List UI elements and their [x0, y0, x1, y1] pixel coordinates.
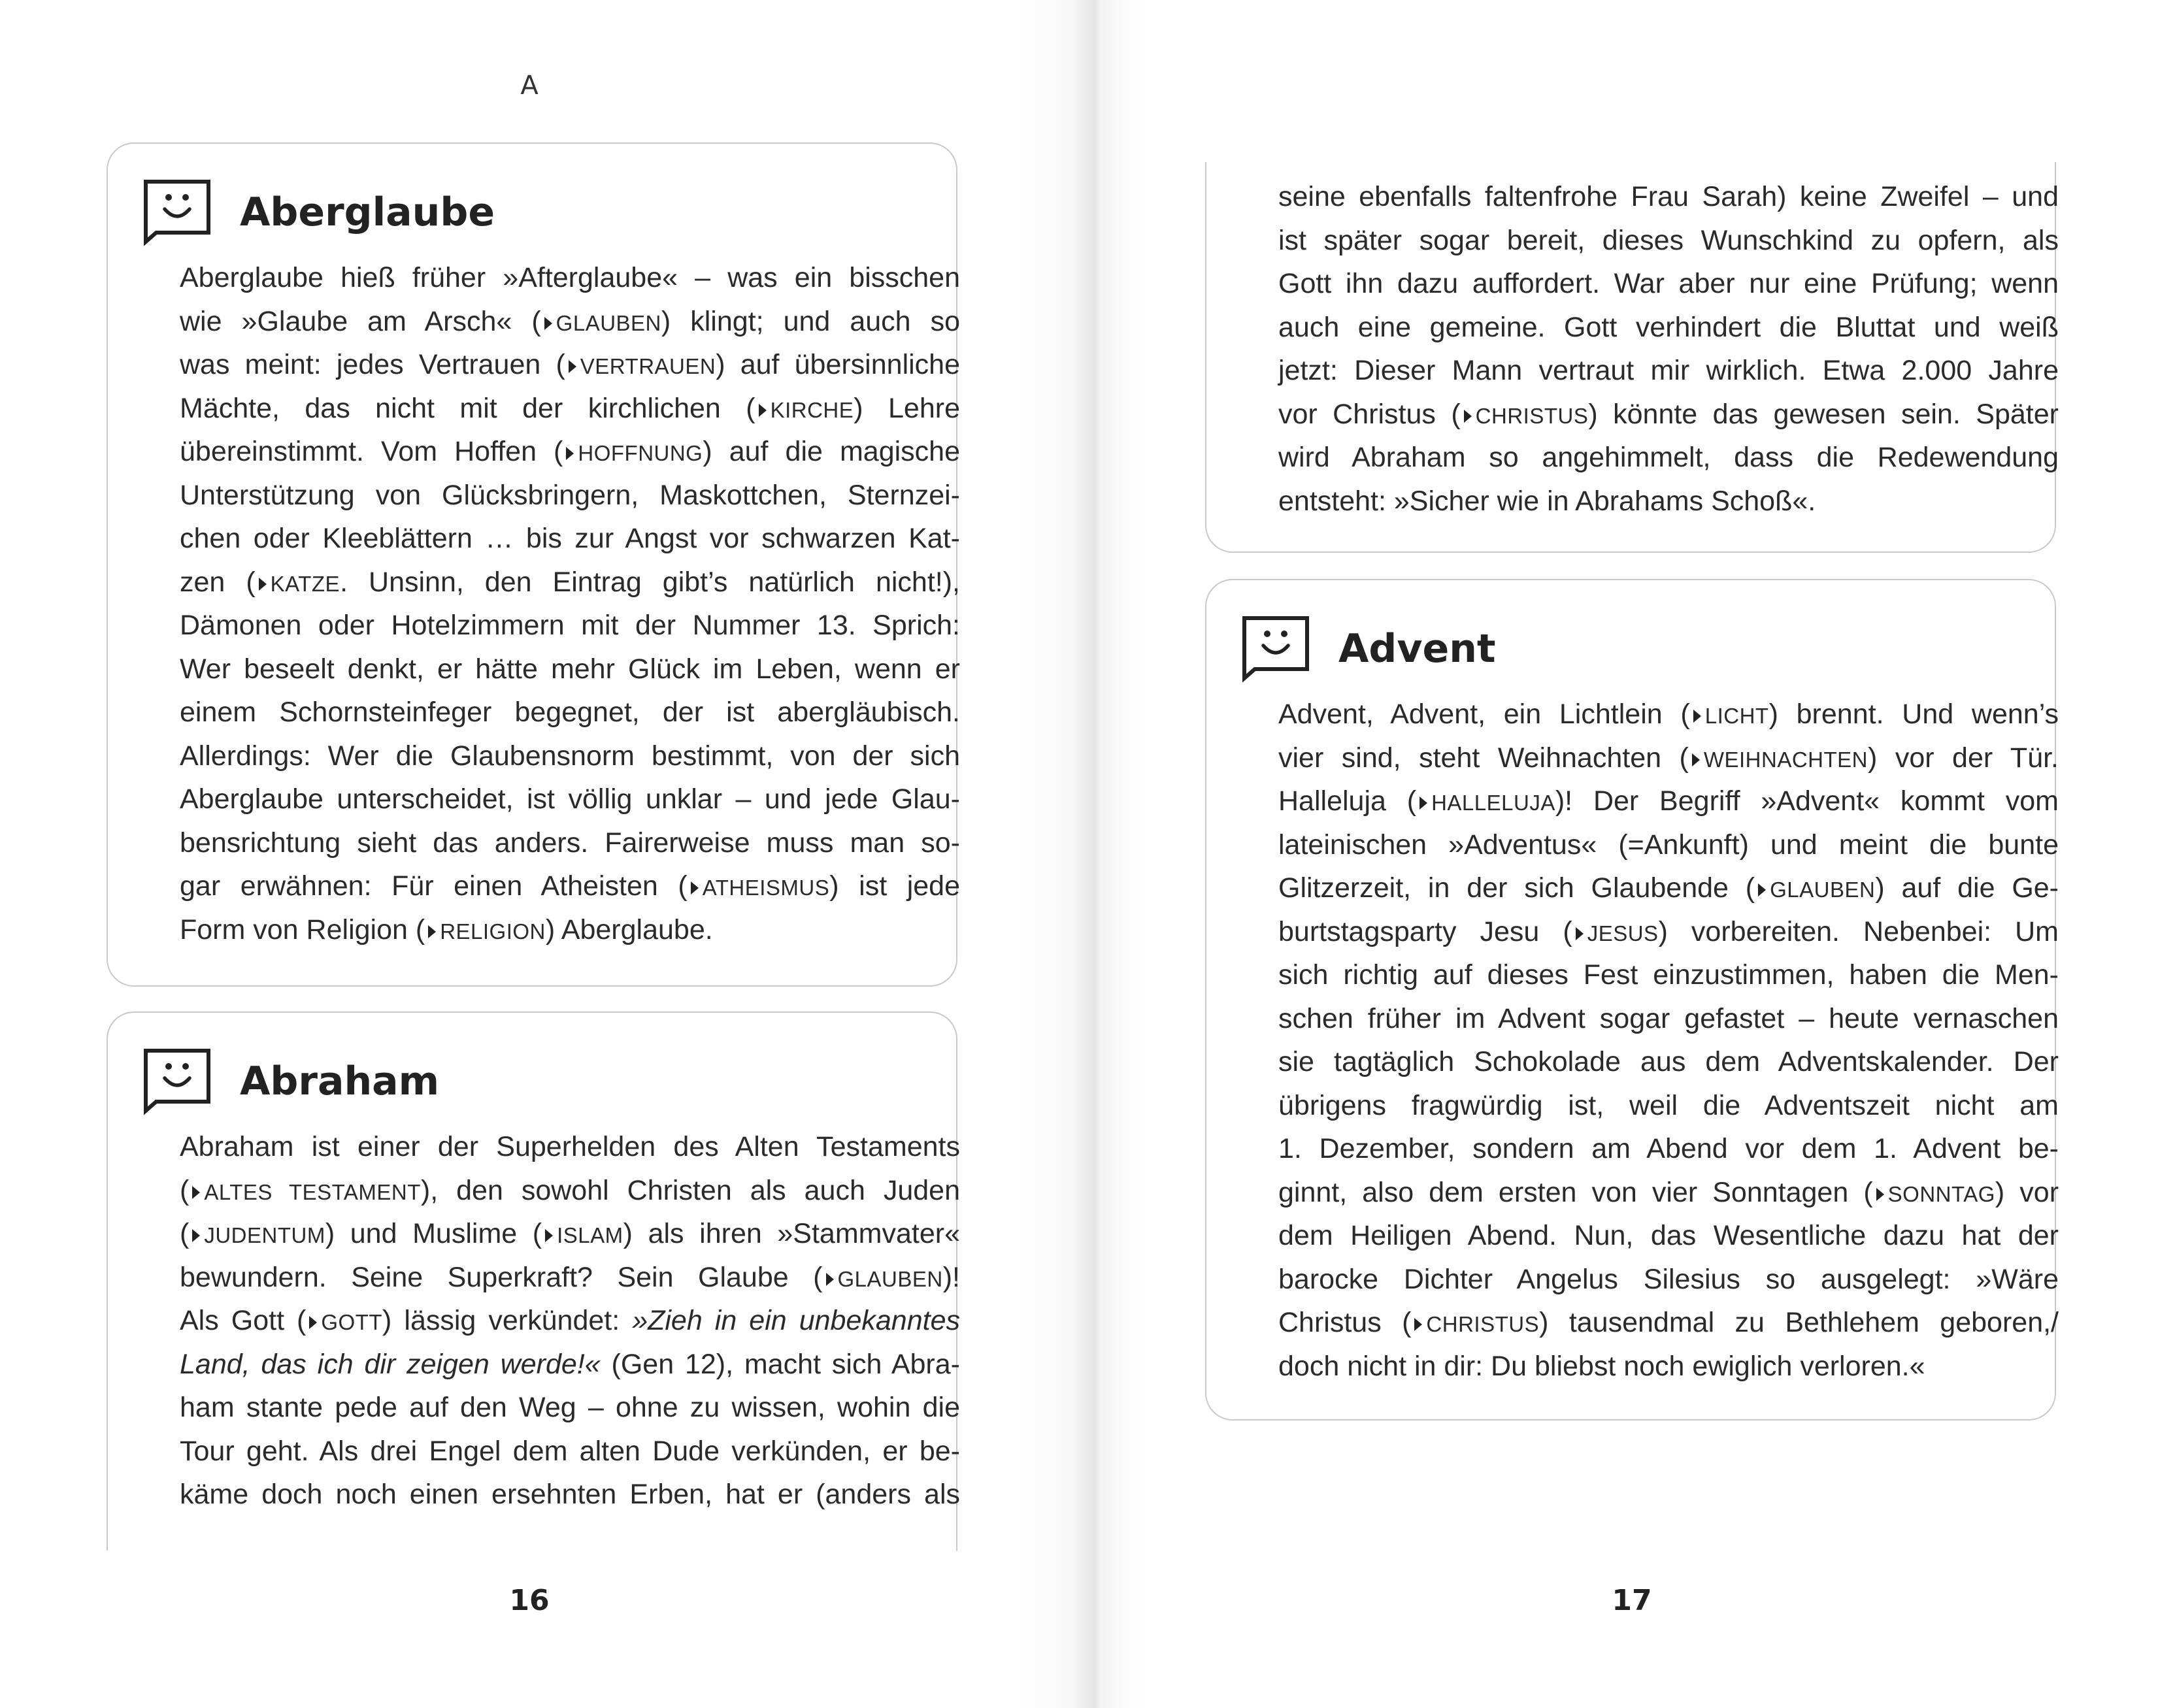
- cross-reference-link[interactable]: WEIHNACHTEN: [1703, 747, 1868, 772]
- entry-card-aberglaube: [107, 142, 961, 987]
- body-line: Allerdings: Wer die Glaubensnorm bestimmt, von der sich: [180, 740, 960, 772]
- cross-reference-link[interactable]: HOFFNUNG: [578, 441, 703, 465]
- cross-reference-link[interactable]: GLAUBEN: [837, 1266, 943, 1291]
- cross-reference-arrow-icon: [190, 1227, 202, 1244]
- cross-reference-arrow-icon: [1756, 881, 1768, 898]
- body-line: übereinstimmt. Vom Hoffen ( HOFFNUNG) auf die magische: [180, 436, 960, 467]
- smiley-speech-bubble-icon: [142, 178, 212, 247]
- entry-title: Abraham: [240, 1059, 440, 1104]
- cross-reference-link[interactable]: ALTES TESTAMENT: [204, 1179, 421, 1204]
- body-line: ist später sogar bereit, dieses Wunschkind zu opfern, als: [1278, 224, 2059, 256]
- body-line: Aberglaube hieß früher »Afterglaube« – was ein bisschen: [180, 262, 960, 293]
- entry-card-abraham: [107, 1011, 960, 1551]
- cross-reference-arrow-icon: [190, 1184, 202, 1201]
- cross-reference-arrow-icon: [307, 1314, 319, 1331]
- cross-reference-arrow-icon: [543, 1227, 555, 1244]
- body-line: 1. Dezember, sondern am Abend vor dem 1. Advent be-: [1278, 1133, 2059, 1164]
- cross-reference-link[interactable]: RELIGION: [440, 919, 546, 944]
- body-line: käme doch noch einen ersehnten Erben, hat er (anders als: [180, 1479, 960, 1510]
- body-line: wird Abraham so angehimmelt, dass die Redewendung: [1278, 442, 2059, 473]
- body-line: burtstagsparty Jesu ( JESUS) vorbereiten. Nebenbei: Um: [1278, 915, 2059, 947]
- cross-reference-link[interactable]: CHRISTUS: [1475, 403, 1589, 428]
- cross-reference-arrow-icon: [689, 879, 701, 896]
- cross-reference-arrow-icon: [757, 402, 769, 419]
- body-line: ( JUDENTUM) und Muslime ( ISLAM) als ihren »Stammvater«: [180, 1218, 960, 1249]
- left-page: [0, 0, 1078, 1708]
- cross-reference-arrow-icon: [1691, 708, 1703, 725]
- cross-reference-arrow-icon: [1418, 795, 1429, 812]
- body-line: doch nicht in dir: Du bliebst noch ewiglich verloren.«: [1278, 1350, 1925, 1382]
- body-line: Form von Religion ( RELIGION) Aberglaube.: [180, 913, 713, 945]
- bible-quote: Land, das ich dir zeigen werde!«: [180, 1348, 601, 1380]
- body-line: jetzt: Dieser Mann vertraut mir wirklich. Etwa 2.000 Jahre: [1278, 355, 2059, 386]
- page-number: 17: [1612, 1584, 1652, 1617]
- body-line: Wer beseelt denkt, er hätte mehr Glück im Leben, wenn er: [180, 653, 960, 685]
- cross-reference-link[interactable]: GLAUBEN: [556, 310, 661, 335]
- body-line: Gott ihn dazu auffordert. War aber nur eine Prüfung; wenn: [1278, 268, 2059, 299]
- body-line: barocke Dichter Angelus Silesius so ausgelegt: »Wäre: [1278, 1263, 2059, 1295]
- cross-reference-link[interactable]: CHRISTUS: [1426, 1312, 1540, 1336]
- running-head: A: [520, 71, 539, 101]
- body-line: wie »Glaube am Arsch« ( GLAUBEN) klingt; und auch so: [180, 305, 961, 337]
- body-line: schen früher im Advent sogar gefastet – heute vernaschen: [1278, 1002, 2059, 1034]
- bible-quote: »Zieh in ein unbekanntes: [632, 1305, 960, 1336]
- cross-reference-arrow-icon: [1412, 1316, 1424, 1333]
- cross-reference-link[interactable]: JESUS: [1587, 921, 1659, 945]
- body-line: vor Christus ( CHRISTUS) könnte das gewesen sein. Später: [1278, 398, 2059, 430]
- entry-title: Aberglaube: [240, 189, 495, 235]
- cross-reference-arrow-icon: [426, 923, 438, 940]
- cross-reference-link[interactable]: ISLAM: [557, 1223, 623, 1247]
- body-line: Tour geht. Als drei Engel dem alten Dude verkünden, er be-: [180, 1435, 960, 1467]
- body-line: dem Heiligen Abend. Nun, das Wesentliche dazu hat der: [1278, 1220, 2059, 1251]
- cross-reference-arrow-icon: [542, 315, 554, 332]
- body-line: sich richtig auf dieses Fest einzustimmen, haben die Men-: [1278, 959, 2059, 991]
- cross-reference-arrow-icon: [1874, 1186, 1886, 1203]
- cross-reference-link[interactable]: VERTRAUEN: [580, 354, 716, 378]
- entry-card-advent: [1205, 579, 2059, 1421]
- body-line: auch eine gemeine. Gott verhindert die Bluttat und weiß: [1278, 311, 2059, 343]
- cross-reference-link[interactable]: HALLELUJA: [1431, 791, 1555, 815]
- body-line: was meint: jedes Vertrauen ( VERTRAUEN) auf übersinnliche: [180, 349, 961, 380]
- body-line: Als Gott ( GOTT) lässig verkündet: »Zieh in ein unbekanntes: [180, 1305, 960, 1336]
- body-line: bensrichtung sieht das anders. Fairerweise muss man so-: [180, 827, 960, 859]
- body-line: sie tagtäglich Schokolade aus dem Adventskalender. Der: [1278, 1046, 2059, 1077]
- cross-reference-arrow-icon: [824, 1271, 836, 1288]
- body-line: vier sind, steht Weihnachten ( WEIHNACHTEN) vor der Tür.: [1278, 742, 2059, 774]
- body-line: Abraham ist einer der Superhelden des Alten Testaments: [180, 1131, 960, 1162]
- entry-card-abraham-continued: [1205, 162, 2059, 553]
- body-line: bewundern. Seine Superkraft? Sein Glaube ( GLAUBEN)!: [180, 1261, 960, 1293]
- body-line: ( ALTES TESTAMENT), den sowohl Christen als auch Juden: [180, 1174, 960, 1206]
- body-line: chen oder Kleeblättern … bis zur Angst vor schwarzen Kat-: [180, 523, 960, 554]
- body-line: gar erwähnen: Für einen Atheisten ( ATHEISMUS) ist jede: [180, 870, 960, 902]
- body-line: entsteht: »Sicher wie in Abrahams Schoß«.: [1278, 485, 1816, 517]
- cross-reference-link[interactable]: JUDENTUM: [204, 1223, 325, 1247]
- body-line: Land, das ich dir zeigen werde!« (Gen 12), macht sich Abra-: [180, 1348, 960, 1380]
- cross-reference-arrow-icon: [1462, 408, 1474, 425]
- body-line: übrigens fragwürdig ist, weil die Adventszeit nicht am: [1278, 1089, 2059, 1121]
- body-line: Glitzerzeit, in der sich Glaubende ( GLAUBEN) auf die Ge-: [1278, 872, 2059, 904]
- right-page: [1078, 0, 2158, 1708]
- cross-reference-arrow-icon: [257, 576, 269, 593]
- body-line: zen ( KATZE. Unsinn, den Eintrag gibt’s natürlich nicht!),: [180, 566, 960, 598]
- body-line: Dämonen oder Hotelzimmern mit der Nummer 13. Sprich:: [180, 610, 960, 641]
- body-line: Aberglaube unterscheidet, ist völlig unklar – und jede Glau-: [180, 783, 960, 815]
- cross-reference-link[interactable]: LICHT: [1704, 704, 1769, 728]
- body-line: Halleluja ( HALLELUJA)! Der Begriff »Advent« kommt vom: [1278, 785, 2059, 817]
- body-line: ham stante pede auf den Weg – ohne zu wissen, wohin die: [180, 1392, 960, 1423]
- body-line: Mächte, das nicht mit der kirchlichen ( KIRCHE) Lehre: [180, 392, 960, 424]
- body-line: seine ebenfalls faltenfrohe Frau Sarah) keine Zweifel – und: [1278, 181, 2059, 212]
- body-line: lateinischen »Adventus« (=Ankunft) und meint die bunte: [1278, 829, 2059, 861]
- body-line: Unterstützung von Glücksbringern, Maskottchen, Sternzei-: [180, 479, 960, 511]
- cross-reference-arrow-icon: [564, 445, 576, 462]
- cross-reference-arrow-icon: [1690, 751, 1702, 768]
- entry-title: Advent: [1338, 626, 1496, 672]
- body-line: Christus ( CHRISTUS) tausendmal zu Bethlehem geboren,/: [1278, 1307, 2059, 1338]
- smiley-speech-bubble-icon: [142, 1047, 212, 1116]
- smiley-speech-bubble-icon: [1240, 614, 1311, 683]
- cross-reference-link[interactable]: SONNTAG: [1887, 1181, 1995, 1206]
- cross-reference-link[interactable]: KIRCHE: [770, 397, 854, 422]
- cross-reference-link[interactable]: GOTT: [321, 1310, 383, 1334]
- cross-reference-link[interactable]: ATHEISMUS: [702, 876, 830, 900]
- page-number: 16: [509, 1584, 550, 1617]
- body-line: Advent, Advent, ein Lichtlein ( LICHT) brennt. Und wenn’s: [1278, 698, 2059, 730]
- body-line: einem Schornsteinfeger begegnet, der ist abergläubisch.: [180, 697, 960, 728]
- cross-reference-arrow-icon: [1574, 925, 1585, 942]
- body-line: ginnt, also dem ersten von vier Sonntagen ( SONNTAG) vor: [1278, 1176, 2059, 1208]
- cross-reference-link[interactable]: GLAUBEN: [1770, 878, 1876, 902]
- cross-reference-link[interactable]: KATZE: [270, 571, 340, 596]
- cross-reference-arrow-icon: [567, 358, 578, 375]
